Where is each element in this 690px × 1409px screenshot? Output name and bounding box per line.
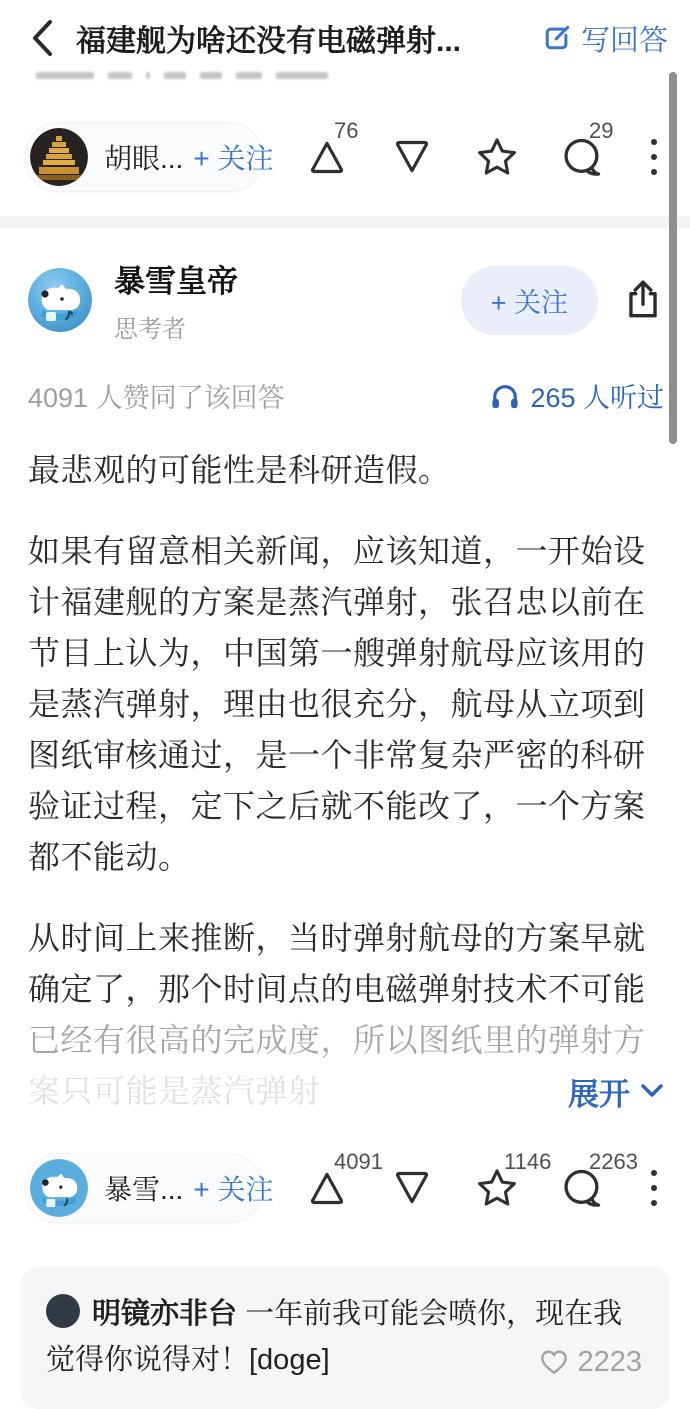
comment-button[interactable] [559, 1149, 638, 1211]
listen-button[interactable] [490, 376, 664, 415]
answer-paragraph-3: 从时间上来推断，当时弹射航母的方案早就确定了，那个时间点的电磁弹射技术不可能 [28, 920, 646, 1007]
comment-like-count: 2223 [577, 1346, 642, 1378]
author-headline: 思考者 [114, 316, 186, 343]
answer-paragraph-2: 如果有留意相关新闻，应该知道，一开始设计福建舰的方案是蒸汽弹射，张召忠以前在节目上认为，中国第一艘弹射航母应该用的是蒸汽弹射，理由也很充分，航母从立项到图纸审核通过，是一个非常复杂严密的科研验证过程，定下之后就不能改了，一个方案都不能动。 [28, 533, 646, 875]
pagoda-avatar [30, 128, 88, 186]
answer-author-header [0, 228, 690, 350]
follow-button[interactable]: + 关注 [461, 266, 598, 335]
featured-comment-card[interactable] [20, 1267, 670, 1409]
back-chevron-icon [29, 18, 55, 58]
comment-text: 一年前我可能会喷你，现在我觉得你说得对！[doge] [46, 1298, 623, 1376]
answer-author-short-name: 暴雪... [104, 1174, 184, 1205]
downvote-button[interactable] [389, 1165, 435, 1211]
section-divider [0, 216, 690, 228]
heart-icon [539, 1348, 569, 1376]
downvote-icon [391, 1167, 433, 1209]
expand-button[interactable] [528, 1069, 664, 1114]
back-button[interactable] [22, 18, 62, 58]
answer-faded-line-2: 案只可能是蒸汽弹射 [28, 1073, 321, 1109]
answer-action-bar [0, 1135, 690, 1241]
upvote-button[interactable] [304, 118, 359, 180]
agree-count-text: 4091 人赞同了该回答 [28, 383, 285, 413]
prev-author-name: 胡眼... [104, 143, 184, 174]
answer-faded-line-1: 已经有很高的完成度，所以图纸里的弹射方 [28, 1022, 646, 1058]
husky-avatar[interactable] [28, 268, 92, 332]
commenter-name: 明镜亦非台 [92, 1298, 238, 1330]
author-identity[interactable] [114, 256, 461, 344]
write-answer-button[interactable] [541, 18, 668, 59]
husky-avatar-small [30, 1159, 88, 1217]
answer-body [0, 421, 690, 1117]
scrollbar-thumb[interactable] [669, 72, 677, 444]
answer-meta-row [0, 350, 690, 421]
compose-icon [541, 22, 573, 54]
star-count: 1146 [504, 1149, 552, 1174]
comment-count: 2263 [589, 1149, 638, 1174]
clipped-timestamp [36, 72, 690, 90]
upvote-count: 76 [334, 118, 359, 143]
prev-answer-action-bar [0, 104, 690, 210]
comment-like-button[interactable] [539, 1339, 642, 1385]
upvote-count: 4091 [334, 1149, 383, 1174]
question-title[interactable]: 福建舰为啥还没有电磁弹射... [76, 25, 462, 58]
share-icon [622, 278, 664, 322]
downvote-button[interactable] [389, 134, 435, 180]
prev-answer-author-pill[interactable] [24, 122, 274, 192]
commenter-avatar [46, 1294, 80, 1328]
comment-button[interactable] [559, 118, 614, 180]
listen-count-text: 265 人听过 [530, 383, 664, 413]
prev-answer-actions [304, 118, 664, 180]
write-answer-label: 写回答 [580, 24, 668, 57]
headphones-icon [490, 382, 520, 410]
upvote-button[interactable] [304, 1149, 383, 1211]
answer-paragraph-1: 最悲观的可能性是科研造假。 [28, 452, 451, 488]
star-icon [475, 135, 519, 179]
downvote-icon [391, 136, 433, 178]
author-name[interactable]: 暴雪皇帝 [114, 264, 238, 299]
more-options-button[interactable] [644, 1170, 664, 1206]
top-nav-bar [0, 0, 690, 70]
expand-row [0, 1065, 690, 1117]
star-button[interactable] [474, 134, 520, 180]
share-button[interactable] [622, 278, 664, 322]
more-options-button[interactable] [644, 139, 664, 175]
expand-label: 展开 [568, 1076, 630, 1112]
answer-author-pill[interactable] [24, 1153, 274, 1223]
answer-actions [304, 1149, 664, 1211]
chevron-down-icon [640, 1082, 664, 1100]
comment-count: 29 [589, 118, 614, 143]
prev-follow-link[interactable]: + 关注 [193, 143, 274, 174]
answer-follow-link[interactable]: + 关注 [193, 1174, 274, 1205]
star-button[interactable] [474, 1149, 552, 1211]
